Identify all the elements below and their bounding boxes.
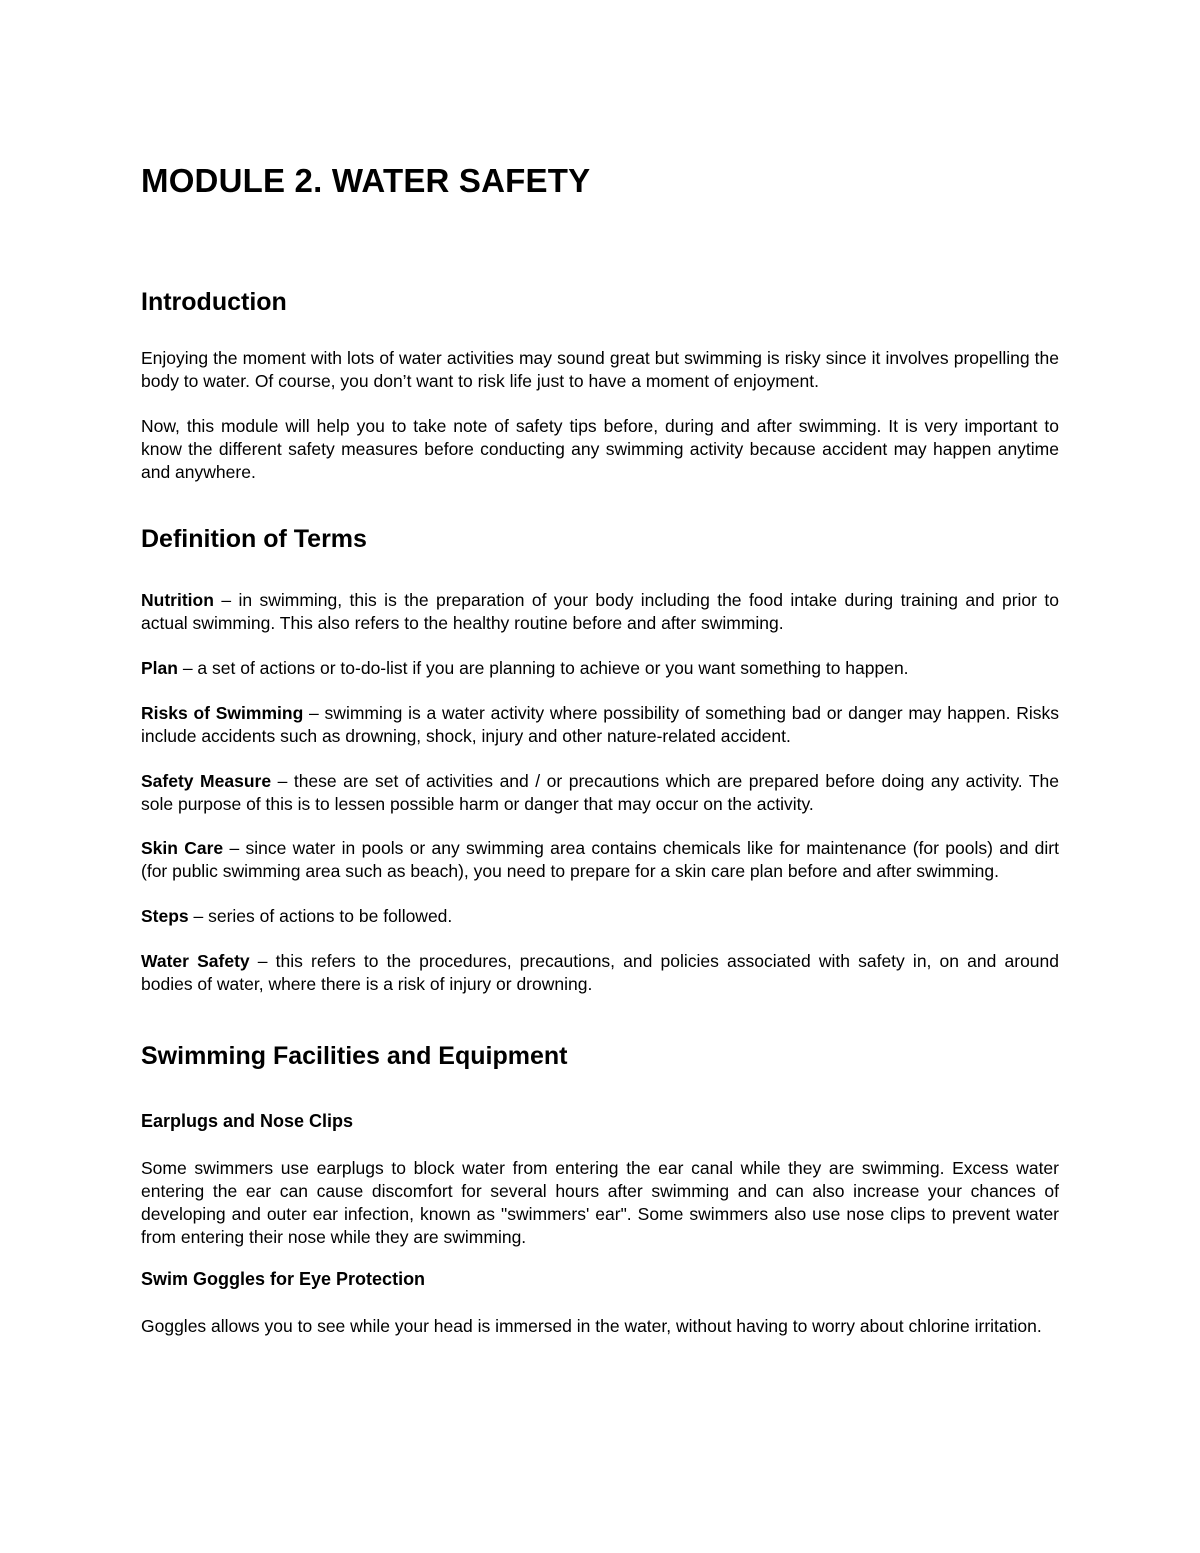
definition-steps bbox=[141, 905, 1059, 928]
definition-text: – this refers to the procedures, precautions, and policies associated with safety in, on and around bodies of water, where there is a risk of injury or drowning. bbox=[141, 951, 1060, 994]
introduction-paragraph-2: Now, this module will help you to take note of safety tips before, during and after swimming. It is very important to know the different safety measures before conducting any swimming activity because accident may happen anytime and anywhere. bbox=[141, 416, 1059, 482]
definition-term: Water Safety bbox=[141, 951, 250, 971]
definition-safety-measure bbox=[141, 770, 1059, 816]
definitions-heading: Definition of Terms bbox=[141, 525, 367, 553]
introduction-heading: Introduction bbox=[141, 288, 287, 316]
definition-text: – series of actions to be followed. bbox=[188, 906, 453, 926]
goggles-heading: Swim Goggles for Eye Protection bbox=[141, 1269, 426, 1289]
definition-text: – these are set of activities and / or precautions which are prepared before doing any activity. The sole purpose of this is to lessen possible harm or danger that may occur on the activity. bbox=[141, 771, 1059, 814]
definition-term: Plan bbox=[141, 658, 178, 678]
definition-term: Skin Care bbox=[141, 838, 224, 858]
definition-nutrition bbox=[141, 589, 1059, 635]
definition-term: Steps bbox=[141, 906, 189, 926]
goggles-paragraph: Goggles allows you to see while your head is immersed in the water, without having to worry about chlorine irritation. bbox=[141, 1316, 1042, 1336]
definition-text: – since water in pools or any swimming area contains chemicals like for maintenance (for pools) and dirt (for public swimming area such as beach), you need to prepare for a skin care plan before and after swimming. bbox=[141, 838, 1059, 881]
definition-term: Risks of Swimming bbox=[141, 703, 304, 723]
definition-term: Safety Measure bbox=[141, 771, 272, 791]
definition-text: – swimming is a water activity where possibility of something bad or danger may happen. Risks include accidents such as drowning, shock, injury and other nature-related accident. bbox=[141, 703, 1059, 746]
definition-text: – a set of actions or to-do-list if you are planning to achieve or you want something to happen. bbox=[177, 658, 909, 678]
definition-term: Nutrition bbox=[141, 590, 214, 610]
definition-skin-care bbox=[141, 837, 1059, 883]
earplugs-heading: Earplugs and Nose Clips bbox=[141, 1111, 354, 1131]
definition-water-safety bbox=[141, 950, 1059, 996]
introduction-paragraph-1: Enjoying the moment with lots of water activities may sound great but swimming is risky since it involves propelling the body to water. Of course, you don’t want to risk life just to have a moment of enjoyment. bbox=[141, 348, 1059, 391]
module-title: MODULE 2. WATER SAFETY bbox=[141, 162, 591, 199]
facilities-heading: Swimming Facilities and Equipment bbox=[141, 1042, 568, 1070]
document-page bbox=[141, 0, 1061, 1553]
definition-text: – in swimming, this is the preparation of your body including the food intake during training and prior to actual swimming. This also refers to the healthy routine before and after swimming. bbox=[141, 590, 1059, 633]
definition-risks-of-swimming bbox=[141, 702, 1059, 748]
earplugs-paragraph: Some swimmers use earplugs to block water from entering the ear canal while they are swimming. Excess water entering the ear can cause discomfort for several hours after swimming and can also increase your chances of developing and outer ear infection, known as "swimmers' ear". Some swimmers also use nose clips to prevent water from entering their nose while they are swimming. bbox=[141, 1158, 1059, 1247]
definition-plan bbox=[141, 657, 1059, 680]
